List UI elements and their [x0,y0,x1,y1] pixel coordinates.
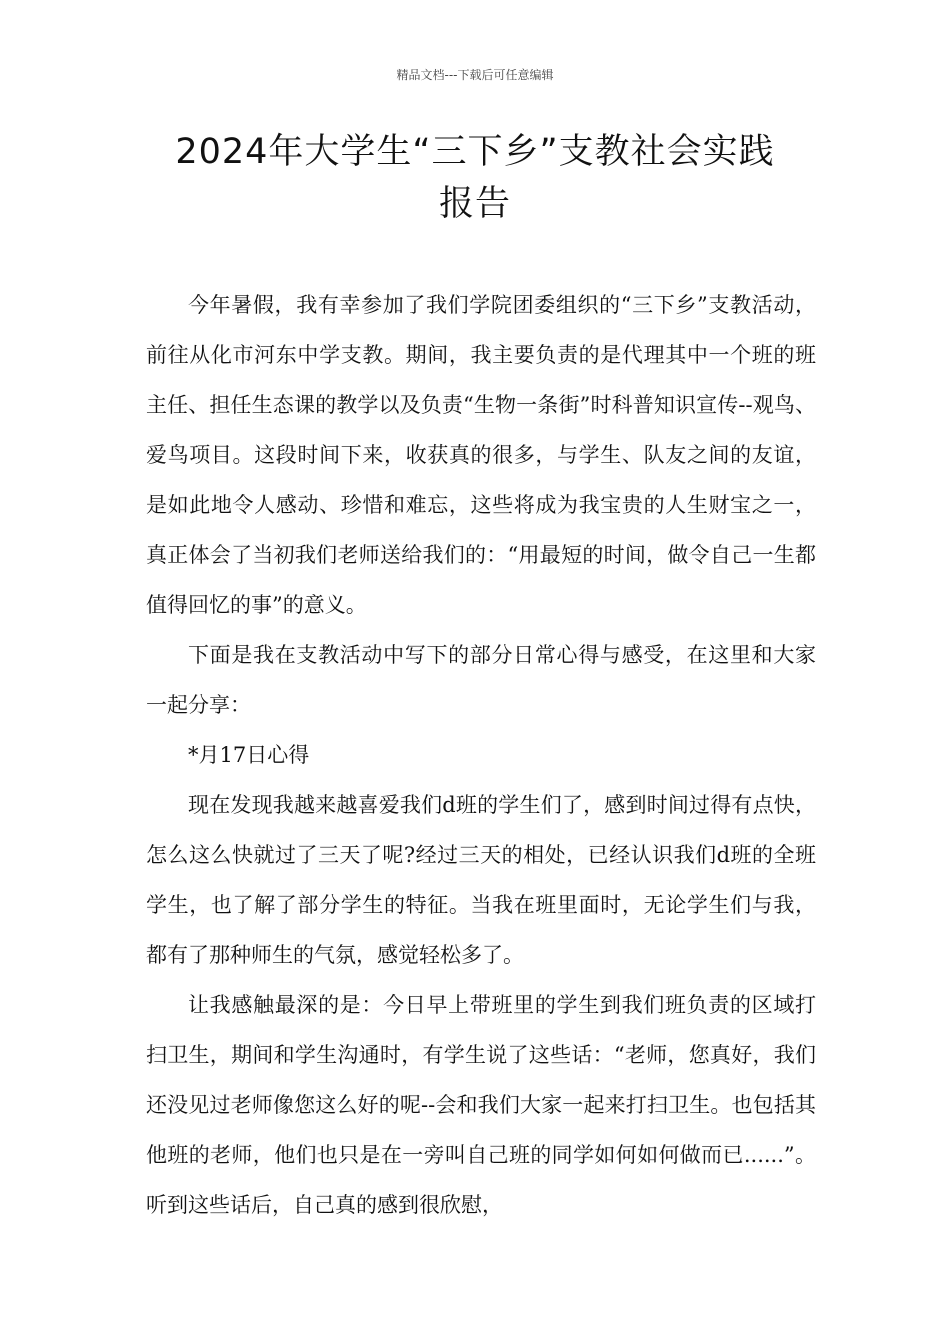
title-line-2: 报告 [438,184,511,224]
header-note: 精品文档---下载后可任意编辑 [396,68,554,82]
paragraph-date-heading: *月17日心得 [188,743,310,767]
paragraph-intro: 今年暑假，我有幸参加了我们学院团委组织的“三下乡”支教活动，前往从化市河东中学支教。期间，我主要负责的是代理其中一个班的班主任、担任生态课的教学以及负责“生物一条街”时科普知识宣传--观鸟、爱鸟项目。这段时间下来，收获真的很多，与学生、队友之间的友谊，是如此地令人感动、珍惜和难忘，这些将成为我宝贵的人生财宝之一，真正体会了当初我们老师送给我们的：“用最短的时间，做令自己一生都值得回忆的事”的意义。 [146,293,816,617]
paragraph-impression: 让我感触最深的是：今日早上带班里的学生到我们班负责的区域打扫卫生，期间和学生沟通时，有学生说了这些话：“老师，您真好，我们还没见过老师像您这么好的呢--会和我们大家一起来打扫卫生。也包括其他班的老师，他们也只是在一旁叫自己班的同学如何如何做而已......”。听到这些话后，自己真的感到很欣慰， [146,993,816,1217]
paragraph-share: 下面是我在支教活动中写下的部分日常心得与感受，在这里和大家一起分享： [146,643,816,717]
paragraph-day-note: 现在发现我越来越喜爱我们d班的学生们了，感到时间过得有点快，怎么这么快就过了三天了呢?经过三天的相处，已经认识我们d班的全班学生，也了解了部分学生的特征。当我在班里面时，无论学生们与我，都有了那种师生的气氛，感觉轻松多了。 [146,793,816,967]
document-body [146,280,816,1230]
document-title [120,126,830,230]
title-line-1: 2024年大学生“三下乡”支教社会实践 [175,132,775,172]
